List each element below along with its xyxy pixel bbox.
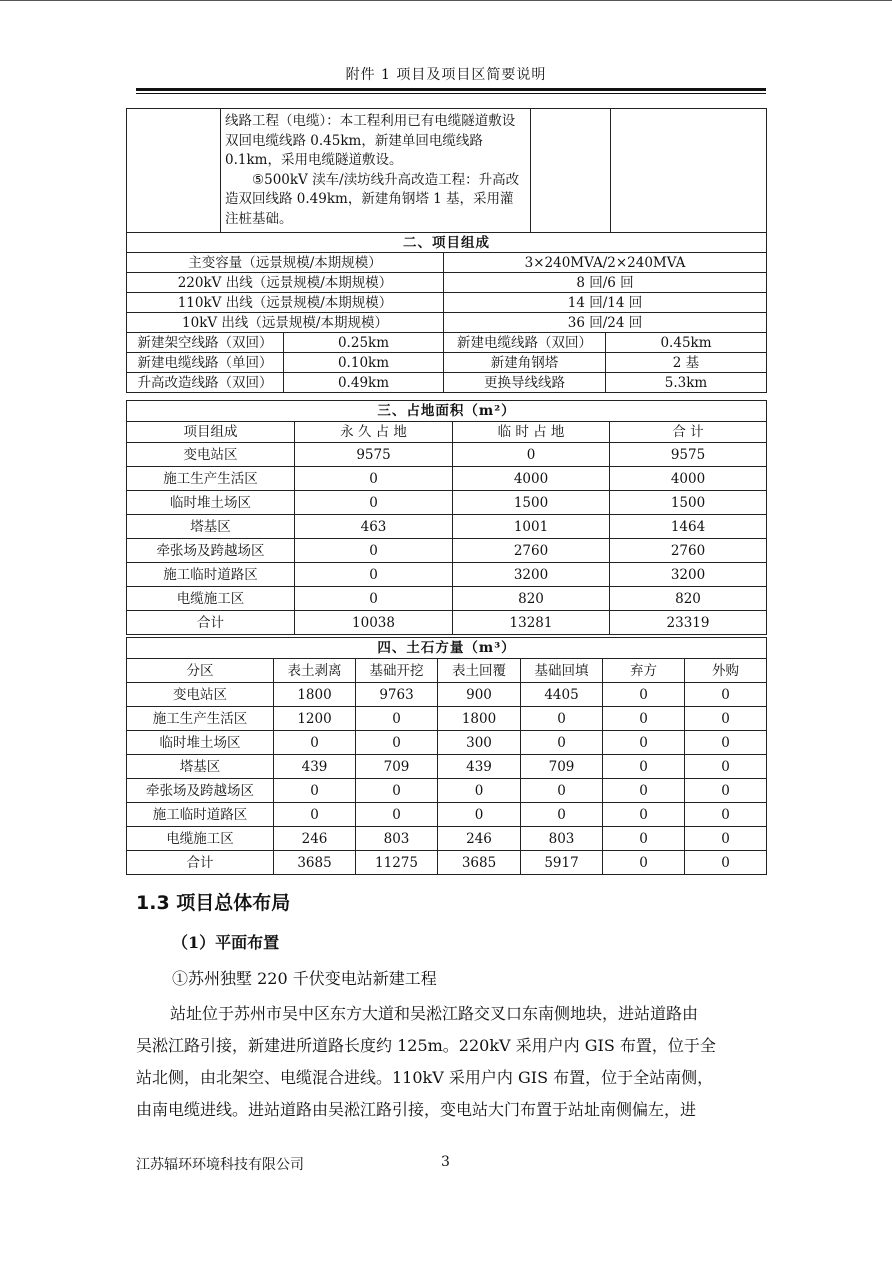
- table-cell: 9575: [295, 443, 453, 467]
- table-cell: 23319: [610, 611, 767, 635]
- composition-value: 14 回/14 回: [444, 293, 767, 313]
- line-item-value: 0.49km: [284, 373, 444, 393]
- row-label: 变电站区: [127, 683, 274, 707]
- line-item-value: 2 基: [606, 353, 767, 373]
- table-cell: 0: [685, 851, 767, 875]
- column-header: 基础开挖: [356, 659, 438, 683]
- table-cell: 0: [295, 539, 453, 563]
- table-cell: 0: [685, 707, 767, 731]
- table-cell: 1500: [610, 491, 767, 515]
- table-cell: 0: [295, 587, 453, 611]
- continuation-text-cell: [221, 109, 531, 233]
- table-cell: 4000: [610, 467, 767, 491]
- row-label: 电缆施工区: [127, 587, 295, 611]
- column-header: 表土剥离: [274, 659, 356, 683]
- table-cell: 1800: [274, 683, 356, 707]
- table-cell: 246: [438, 827, 521, 851]
- table-cell: 3685: [438, 851, 521, 875]
- table-cell: 0: [295, 563, 453, 587]
- table-cell: 0: [521, 779, 603, 803]
- table-row: [127, 587, 767, 611]
- column-header: 外购: [685, 659, 767, 683]
- table-row: [127, 563, 767, 587]
- line-item-label: 新建电缆线路（双回）: [444, 333, 606, 353]
- table-cell: 0: [685, 803, 767, 827]
- item-title: ①苏州独墅 220 千伏变电站新建工程: [172, 969, 437, 988]
- line-item-value: 5.3km: [606, 373, 767, 393]
- table-row: [127, 707, 767, 731]
- row-label: 施工临时道路区: [127, 803, 274, 827]
- table-row: [127, 333, 767, 353]
- table-cell: 0: [274, 803, 356, 827]
- column-header: 合 计: [610, 422, 767, 443]
- table-row: [127, 803, 767, 827]
- row-label: 合计: [127, 611, 295, 635]
- table-row: [127, 373, 767, 393]
- table-cell: 709: [356, 755, 438, 779]
- row-label: 施工临时道路区: [127, 563, 295, 587]
- line-item-label: 新建角钢塔: [444, 353, 606, 373]
- line-item-label: 更换导线线路: [444, 373, 606, 393]
- table-row: [127, 313, 767, 333]
- composition-label: 主变容量（远景规模/本期规模）: [127, 253, 444, 273]
- table-cell: 439: [438, 755, 521, 779]
- column-header: 临 时 占 地: [453, 422, 610, 443]
- line-item-value: 0.25km: [284, 333, 444, 353]
- column-header: 弃方: [603, 659, 685, 683]
- table-cell: 0: [438, 803, 521, 827]
- table-cell: 900: [438, 683, 521, 707]
- line-item-value: 0.10km: [284, 353, 444, 373]
- table-cell: 0: [603, 827, 685, 851]
- table-cell: 4405: [521, 683, 603, 707]
- table-cell: 0: [603, 683, 685, 707]
- table-row: [127, 491, 767, 515]
- continuation-para-2: ⑤500kV 渎车/渎坊线升高改造工程：升高改造双回线路 0.49km，新建角钢塔 1 基，采用灌注桩基础。: [225, 171, 520, 227]
- continuation-empty-cell: [127, 109, 221, 233]
- row-label: 施工生产生活区: [127, 707, 274, 731]
- table-cell: 3200: [453, 563, 610, 587]
- column-header: 分区: [127, 659, 274, 683]
- table-header-row: [127, 659, 767, 683]
- line-item-label: 新建电缆线路（单回）: [127, 353, 284, 373]
- table-cell: 463: [295, 515, 453, 539]
- header-rule-thick: [136, 88, 766, 91]
- body-paragraph: [136, 998, 766, 1126]
- row-label: 塔基区: [127, 755, 274, 779]
- section-heading-1-3: 1.3 项目总体布局: [136, 892, 291, 914]
- continuation-row: [127, 109, 767, 233]
- table-cell: 0: [295, 491, 453, 515]
- section-2-title: 二、项目组成: [127, 233, 767, 253]
- table-cell: 709: [521, 755, 603, 779]
- section-3-title: 三、占地面积（m²）: [127, 401, 767, 422]
- row-label: 电缆施工区: [127, 827, 274, 851]
- table-cell: 803: [521, 827, 603, 851]
- table-cell: 10038: [295, 611, 453, 635]
- table-row: [127, 515, 767, 539]
- table-cell: 13281: [453, 611, 610, 635]
- table-cell: 0: [295, 467, 453, 491]
- table-row: [127, 353, 767, 373]
- footer-company: 江苏辐环环境科技有限公司: [136, 1157, 304, 1173]
- project-composition-table: [126, 232, 767, 393]
- table-cell: 0: [603, 851, 685, 875]
- table-cell: 0: [438, 779, 521, 803]
- composition-value: 8 回/6 回: [444, 273, 767, 293]
- table-cell: 803: [356, 827, 438, 851]
- body-line: 站址位于苏州市吴中区东方大道和吴淞江路交叉口东南侧地块，进站道路由: [170, 1004, 699, 1023]
- table-cell: 1200: [274, 707, 356, 731]
- table-cell: 4000: [453, 467, 610, 491]
- row-label: 临时堆土场区: [127, 731, 274, 755]
- continuation-empty-cell: [531, 109, 611, 233]
- table-cell: 2760: [610, 539, 767, 563]
- table-cell: 9763: [356, 683, 438, 707]
- column-header: 表土回覆: [438, 659, 521, 683]
- table-header-row: [127, 422, 767, 443]
- row-label: 变电站区: [127, 443, 295, 467]
- line-item-value: 0.45km: [606, 333, 767, 353]
- table-cell: 1001: [453, 515, 610, 539]
- table-cell: 0: [603, 731, 685, 755]
- land-area-table: [126, 400, 767, 635]
- table-cell: 0: [453, 443, 610, 467]
- table-cell: 0: [274, 779, 356, 803]
- table-cell: 0: [356, 803, 438, 827]
- column-header: 项目组成: [127, 422, 295, 443]
- table-cell: 3200: [610, 563, 767, 587]
- table-cell: 0: [685, 827, 767, 851]
- page-header: 附件 1 项目及项目区简要说明: [345, 67, 547, 83]
- table-cell: 820: [610, 587, 767, 611]
- table-cell: 0: [521, 803, 603, 827]
- table-cell: 0: [356, 731, 438, 755]
- composition-label: 110kV 出线（远景规模/本期规模）: [127, 293, 444, 313]
- header-rule-thin: [136, 93, 766, 94]
- composition-value: 36 回/24 回: [444, 313, 767, 333]
- table-cell: 1500: [453, 491, 610, 515]
- table-cell: 1464: [610, 515, 767, 539]
- table-cell: 0: [274, 731, 356, 755]
- table-row: [127, 253, 767, 273]
- table-cell: 0: [603, 779, 685, 803]
- continuation-para-1: 线路工程（电缆）：本工程利用已有电缆隧道敷设双回电缆线路 0.45km，新建单回电缆线路 0.1km，采用电缆隧道敷设。: [225, 113, 516, 168]
- composition-value: 3×240MVA/2×240MVA: [444, 253, 767, 273]
- table-cell: 1800: [438, 707, 521, 731]
- table-cell: 11275: [356, 851, 438, 875]
- table-cell: 439: [274, 755, 356, 779]
- table-row: [127, 293, 767, 313]
- composition-label: 10kV 出线（远景规模/本期规模）: [127, 313, 444, 333]
- row-label: 合计: [127, 851, 274, 875]
- table-row: [127, 611, 767, 635]
- section-4-title: 四、土石方量（m³）: [127, 638, 767, 659]
- table-row: [127, 755, 767, 779]
- table-cell: 2760: [453, 539, 610, 563]
- table-cell: 0: [521, 731, 603, 755]
- table-row: [127, 683, 767, 707]
- table-cell: 0: [356, 707, 438, 731]
- table-cell: 5917: [521, 851, 603, 875]
- table-cell: 0: [685, 755, 767, 779]
- table-cell: 246: [274, 827, 356, 851]
- table-cell: 300: [438, 731, 521, 755]
- row-label: 施工生产生活区: [127, 467, 295, 491]
- body-line: 吴淞江路引接，新建进所道路长度约 125m。220kV 采用户内 GIS 布置，位于全: [136, 1036, 716, 1055]
- row-label: 临时堆土场区: [127, 491, 295, 515]
- composition-label: 220kV 出线（远景规模/本期规模）: [127, 273, 444, 293]
- table-cell: 0: [603, 755, 685, 779]
- table-row: [127, 779, 767, 803]
- continuation-empty-cell: [611, 109, 767, 233]
- table-cell: 0: [521, 707, 603, 731]
- column-header: 永 久 占 地: [295, 422, 453, 443]
- row-label: 牵张场及跨越场区: [127, 779, 274, 803]
- table-cell: 0: [685, 731, 767, 755]
- table-cell: 0: [603, 803, 685, 827]
- table-row: [127, 731, 767, 755]
- subheading-layout: （1）平面布置: [172, 933, 280, 952]
- table-cell: 9575: [610, 443, 767, 467]
- table-cell: 0: [685, 683, 767, 707]
- table-row: [127, 443, 767, 467]
- line-item-label: 新建架空线路（双回）: [127, 333, 284, 353]
- continuation-table: [126, 108, 767, 233]
- table-cell: 0: [603, 707, 685, 731]
- table-cell: 820: [453, 587, 610, 611]
- column-header: 基础回填: [521, 659, 603, 683]
- body-line: 站北侧，由北架空、电缆混合进线。110kV 采用户内 GIS 布置，位于全站南侧，: [136, 1068, 714, 1087]
- table-row: [127, 273, 767, 293]
- table-row: [127, 851, 767, 875]
- table-cell: 3685: [274, 851, 356, 875]
- table-row: [127, 539, 767, 563]
- line-item-label: 升高改造线路（双回）: [127, 373, 284, 393]
- row-label: 牵张场及跨越场区: [127, 539, 295, 563]
- earthwork-table: [126, 637, 767, 875]
- body-line: 由南电缆进线。进站道路由吴淞江路引接，变电站大门布置于站址南侧偏左，进: [136, 1100, 697, 1119]
- table-row: [127, 827, 767, 851]
- page-top-border: [0, 0, 892, 1]
- table-cell: 0: [685, 779, 767, 803]
- table-cell: 0: [356, 779, 438, 803]
- table-row: [127, 467, 767, 491]
- row-label: 塔基区: [127, 515, 295, 539]
- page-number: 3: [441, 1154, 450, 1170]
